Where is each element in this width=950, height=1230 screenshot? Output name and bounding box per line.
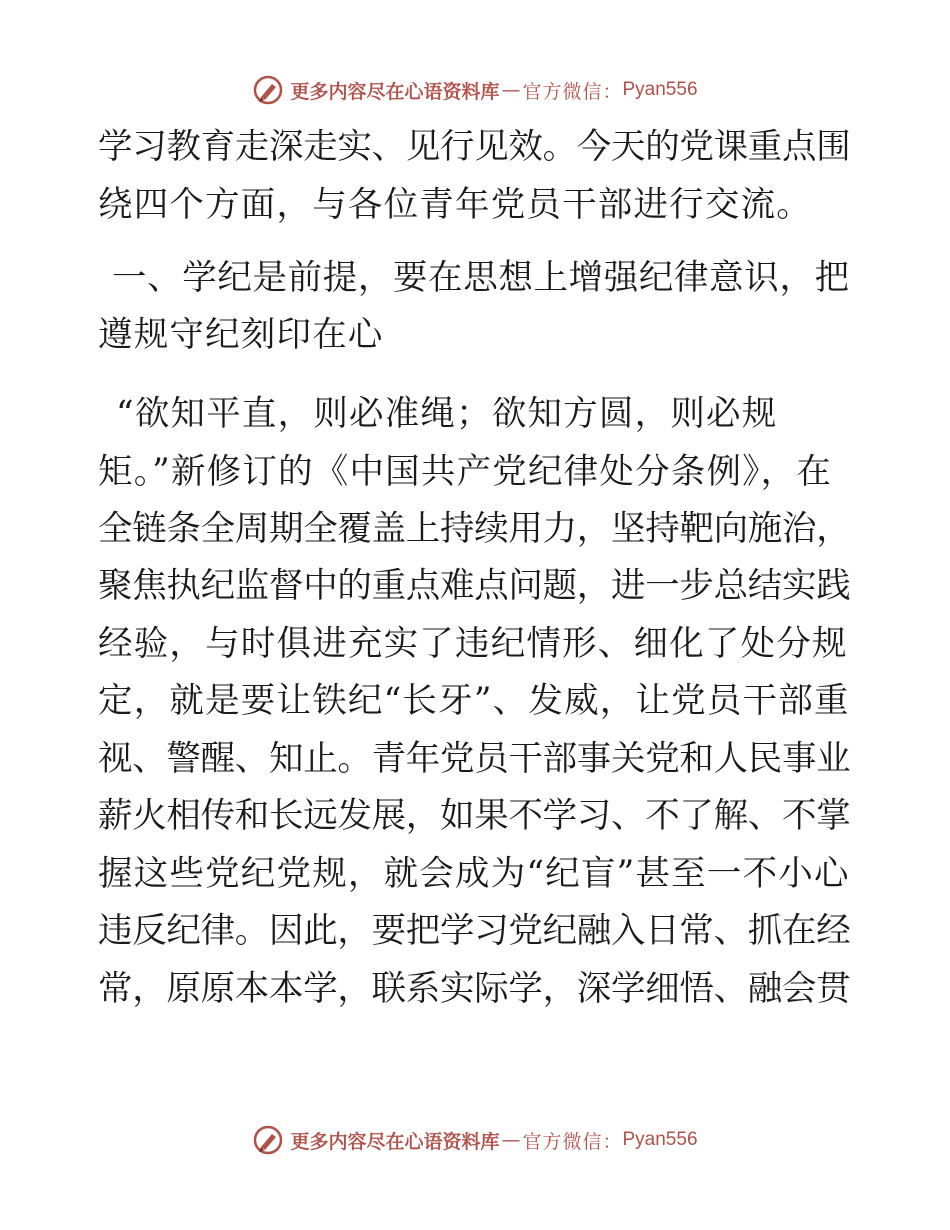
body-line: 薪火相传和长远发展，如果不学习、不了解、不掌 [98, 796, 851, 836]
watermark-header [0, 70, 950, 110]
body-line: 绕四个方面，与各位青年党员干部进行交流。 [98, 185, 812, 225]
body-line: 视、警醒、知止。青年党员干部事关党和人民事业 [98, 739, 851, 779]
body-line: “欲知平直，则必准绳；欲知方圆，则必规 [116, 394, 778, 434]
watermark-separator: — [501, 1129, 521, 1151]
watermark-wechat-label: 官方微信： [522, 80, 623, 103]
watermark-brand: 更多内容尽在心语资料库 [290, 1130, 500, 1153]
watermark-wechat-id: Pyan556 [622, 79, 698, 100]
section-heading-line: 遵规守纪刻印在心 [98, 315, 384, 355]
watermark-brand: 更多内容尽在心语资料库 [290, 80, 500, 103]
body-line: 定，就是要让铁纪“长牙”、发威，让党员干部重 [98, 681, 850, 721]
body-line: 矩。”新修订的《中国共产党纪律处分条例》，在 [98, 452, 833, 492]
body-line: 学习教育走深走实、见行见效。今天的党课重点围 [98, 127, 851, 167]
watermark-wechat-id: Pyan556 [622, 1129, 698, 1150]
body-line: 违反纪律。因此，要把学习党纪融入日常、抓在经 [98, 911, 851, 951]
body-line: 常，原原本本学，联系实际学，深学细悟、融会贯 [98, 969, 851, 1009]
body-line: 握这些党纪党规，就会成为“纪盲”甚至一不小心 [98, 854, 850, 894]
body-line: 经验，与时俱进充实了违纪情形、细化了处分规 [98, 624, 848, 664]
pen-logo-icon [252, 74, 284, 106]
body-line: 聚焦执纪监督中的重点难点问题，进一步总结实践 [98, 566, 851, 606]
watermark-wechat-label: 官方微信： [522, 1130, 623, 1153]
watermark-footer [0, 1120, 950, 1160]
body-line: 全链条全周期全覆盖上持续用力，坚持靶向施治， [98, 509, 851, 549]
section-heading-line: 一、学纪是前提，要在思想上增强纪律意识，把 [112, 258, 850, 298]
pen-logo-icon [252, 1124, 284, 1156]
watermark-separator: — [501, 79, 521, 101]
